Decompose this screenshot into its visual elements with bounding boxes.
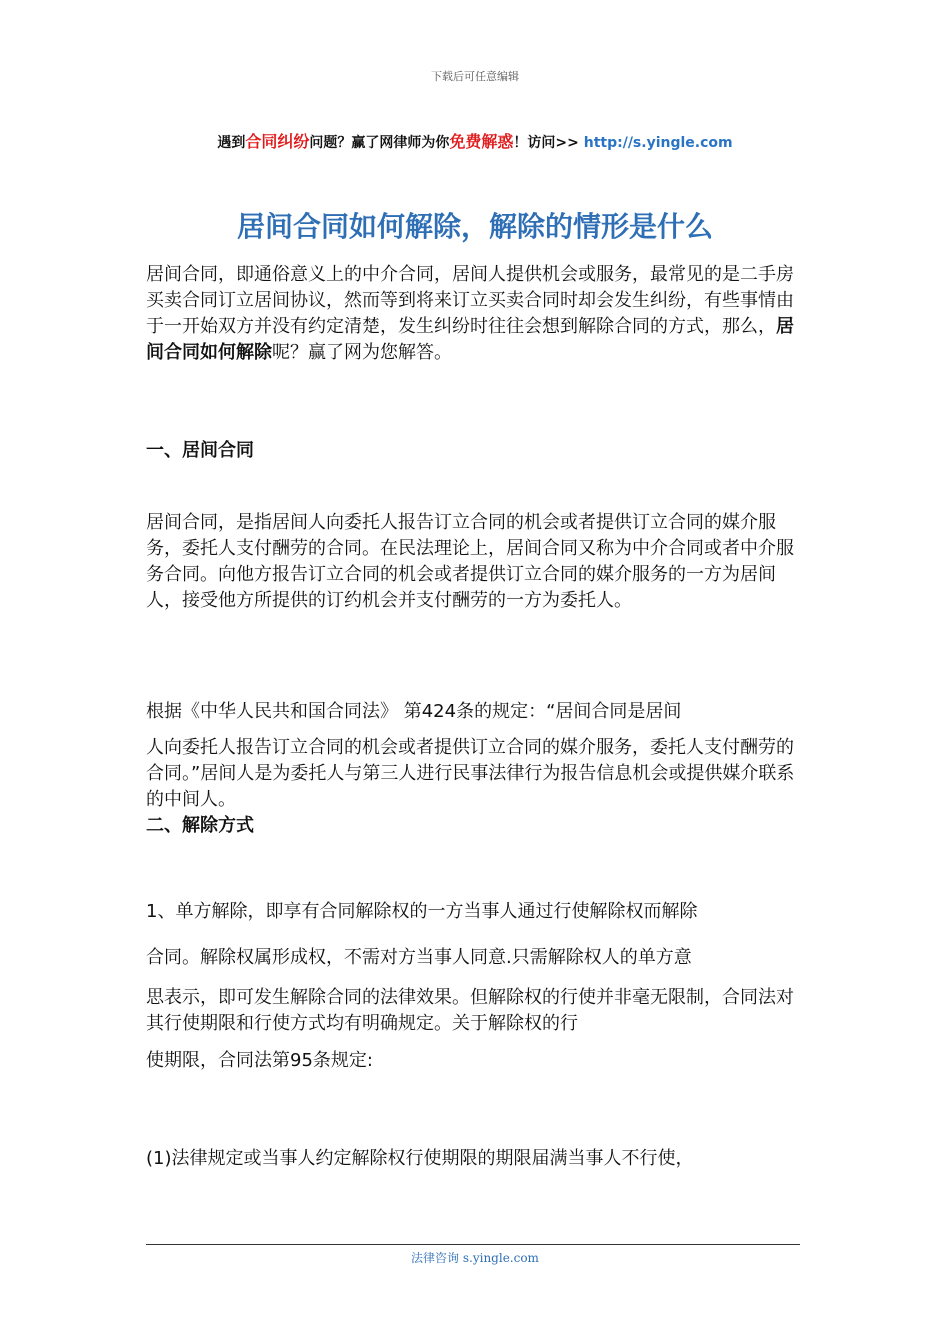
footer-link[interactable]: 法律咨询 s.yingle.com	[411, 1251, 539, 1265]
promo-highlight-contract-dispute: 合同纠纷	[245, 132, 310, 151]
footer-divider	[146, 1244, 800, 1245]
header-note: 下载后可任意编辑	[431, 70, 519, 83]
page-title: 居间合同如何解除，解除的情形是什么	[236, 210, 713, 243]
section1-heading: 一、居间合同	[146, 440, 254, 461]
section1-law-quote-line1: 根据《中华人民共和国合同法》 第424条的规定：“居间合同是居间	[146, 701, 682, 722]
section2-heading: 二、解除方式	[146, 815, 254, 836]
section2-item2: (1)法律规定或当事人约定解除权行使期限的期限届满当事人不行使，	[146, 1148, 694, 1169]
section1-paragraph: 居间合同，是指居间人向委托人报告订立合同的机会或者提供订立合同的媒介服务，委托人支付酬劳的合同。在民法理论上，居间合同又称为中介合同或者中介服务合同。向他方报告订立合同的机会或者提供订立合同的媒介服务的一方为居间人，接受他方所提供的订约机会并支付酬劳的一方为委托人。	[146, 512, 794, 611]
intro-bold-phrase: 居间合同如何解除	[146, 316, 794, 363]
intro-text-before: 居间合同，即通俗意义上的中介合同，居间人提供机会或服务，最常见的是二手房买卖合同订立居间协议，然而等到将来订立买卖合同时却会发生纠纷，有些事情由于一开始双方并没有约定清楚，发生纠纷时往往会想到解除合同的方式，那么，	[146, 264, 794, 337]
promo-banner	[0, 129, 950, 152]
section2-item1-line4: 使期限，合同法第95条规定:	[146, 1050, 373, 1071]
section1-law-quote-rest: 人向委托人报告订立合同的机会或者提供订立合同的媒介服务，委托人支付酬劳的合同。”居间人是为委托人与第三人进行民事法律行为报告信息机会或提供媒介联系的中间人。	[146, 737, 795, 810]
promo-suffix: ！访问>>	[513, 135, 584, 151]
section2-item1-line3: 思表示，即可发生解除合同的法律效果。但解除权的行使并非毫无限制，合同法对其行使期限和行使方式均有明确规定。关于解除权的行	[146, 987, 794, 1034]
promo-link[interactable]: http://s.yingle.com	[583, 135, 733, 151]
intro-text-after: 呢？赢了网为您解答。	[272, 342, 452, 363]
promo-middle: 问题？赢了网律师为你	[309, 135, 450, 151]
promo-prefix: 遇到	[217, 135, 246, 151]
section2-item1-line1: 1、单方解除，即享有合同解除权的一方当事人通过行使解除权而解除	[146, 901, 698, 922]
promo-highlight-free-answer: 免费解惑	[449, 132, 514, 151]
section2-item1-line2: 合同。解除权属形成权，不需对方当事人同意.只需解除权人的单方意	[146, 947, 692, 968]
intro-paragraph	[146, 262, 811, 366]
